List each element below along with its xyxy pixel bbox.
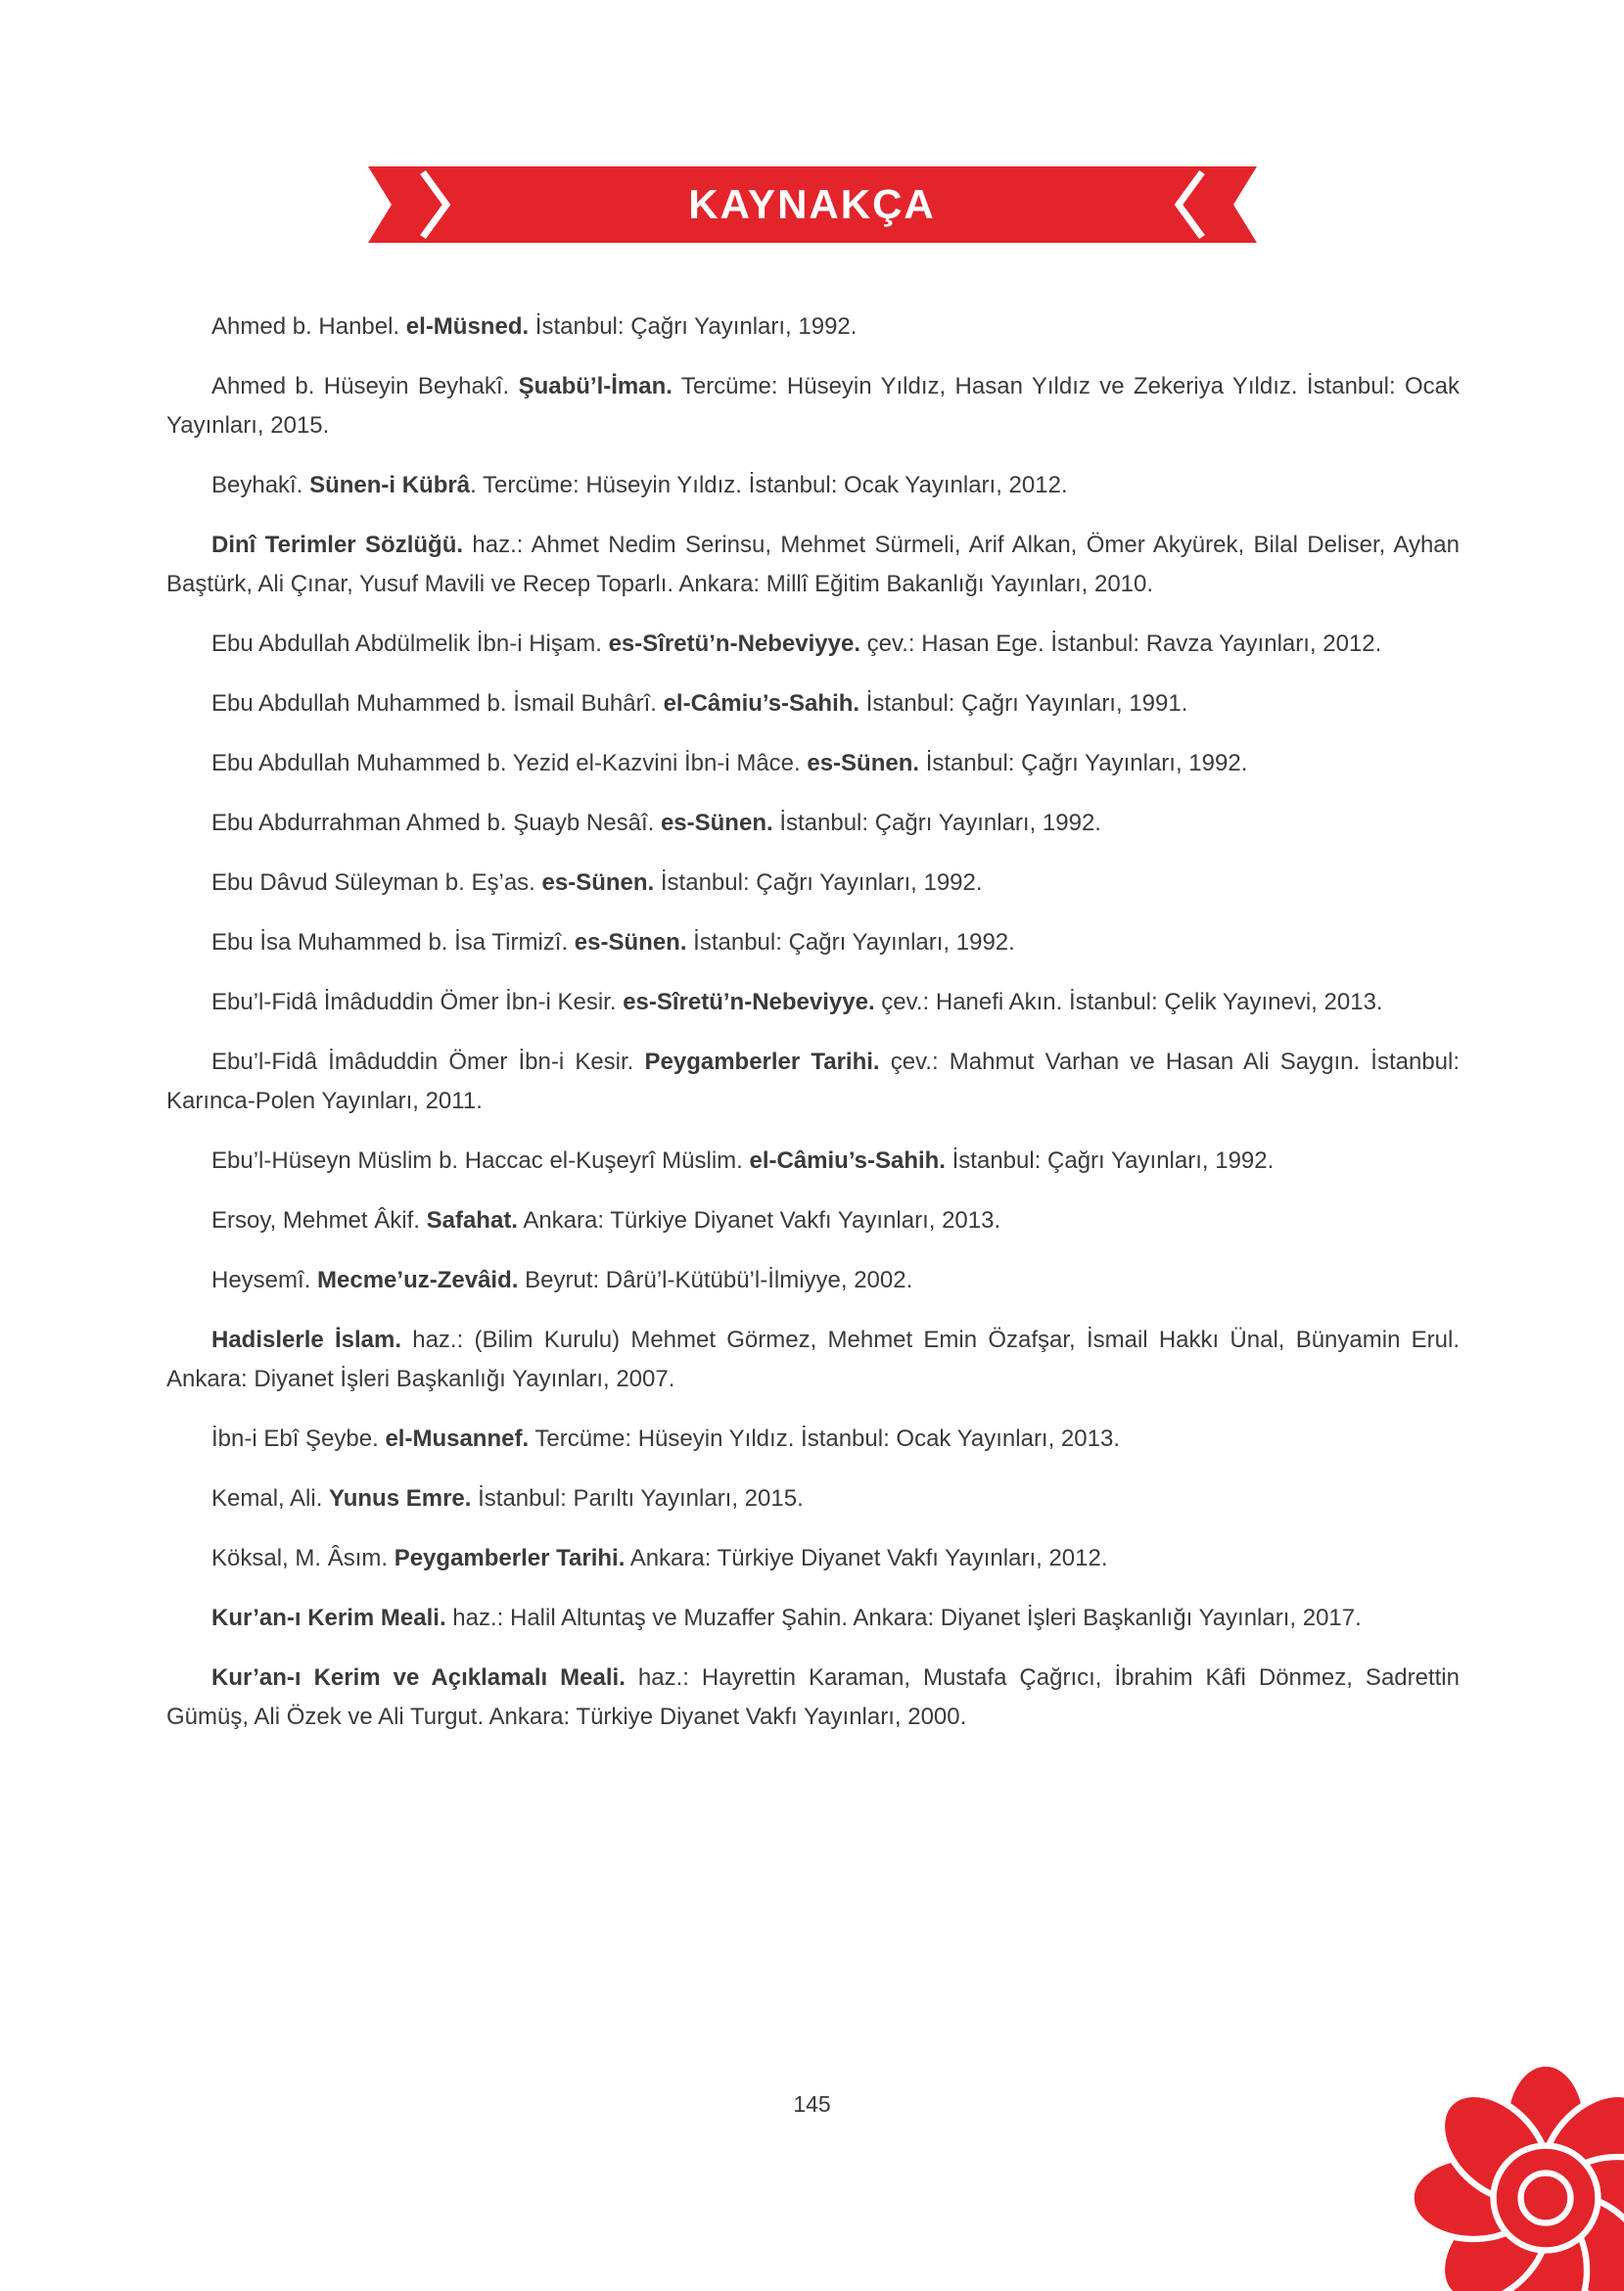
- entry-text: çev.: Mahmut Varhan ve Hasan Ali Saygın. İstanbul: Karınca-Polen Yayınları, 2011.: [166, 1049, 1461, 1114]
- entry-work-title: es-Sünen.: [574, 929, 687, 956]
- entry-text: İstanbul: Çağrı Yayınları, 1992.: [654, 869, 983, 896]
- page-title: KAYNAKÇA: [688, 181, 936, 227]
- entry-text: Ebu Abdullah Muhammed b. Yezid el-Kazvini İbn-i Mâce.: [211, 750, 808, 776]
- bibliography-entry: [166, 526, 1460, 604]
- entry-work-title: es-Sünen.: [660, 810, 773, 836]
- entry-work-title: Peygamberler Tarihi.: [644, 1049, 880, 1075]
- entry-work-title: Kur’an-ı Kerim ve Açıklamalı Meali.: [211, 1664, 626, 1691]
- entry-text: Heysemî.: [211, 1267, 318, 1293]
- entry-text: haz.: Hayrettin Karaman, Mustafa Çağrıcı, İbrahim Kâfi Dönmez, Sadrettin Gümüş, Ali Özek ve Ali Turgut. Ankara: Türkiye Diyanet Vakfı Yayınları, 2000.: [166, 1664, 1460, 1730]
- entry-text: Beyrut: Dârü’l-Kütübü’l-İlmiyye, 2002.: [518, 1267, 913, 1293]
- entry-work-title: Yunus Emre.: [329, 1485, 472, 1512]
- entry-text: Ahmed b. Hüseyin Beyhakî.: [211, 373, 519, 399]
- entry-work-title: es-Sîretü’n-Nebeviyye.: [623, 989, 875, 1015]
- entry-text: İstanbul: Çağrı Yayınları, 1991.: [859, 690, 1188, 717]
- bibliography-entry: [166, 983, 1460, 1022]
- entry-text: çev.: Hanefi Akın. İstanbul: Çelik Yayınevi, 2013.: [874, 989, 1383, 1015]
- entry-text: İbn-i Ebî Şeybe.: [211, 1426, 386, 1452]
- entry-work-title: es-Sîretü’n-Nebeviyye.: [608, 631, 860, 657]
- bibliography-entry: [166, 1420, 1460, 1459]
- entry-text: Ankara: Türkiye Diyanet Vakfı Yayınları, 2013.: [517, 1207, 1001, 1234]
- bibliography-entry: [166, 1043, 1460, 1121]
- bibliography-entry: [166, 804, 1460, 843]
- entry-text: Ebu’l-Hüseyn Müslim b. Haccac el-Kuşeyrî Müslim.: [211, 1147, 750, 1174]
- entry-text: Ebu Abdurrahman Ahmed b. Şuayb Nesâî.: [211, 810, 661, 836]
- entry-work-title: Sünen-i Kübrâ: [309, 472, 471, 498]
- entry-text: İstanbul: Parıltı Yayınları, 2015.: [471, 1485, 804, 1512]
- entry-text: Beyhakî.: [211, 472, 310, 498]
- bibliography-entry: [166, 744, 1460, 783]
- entry-work-title: el-Câmiu’s-Sahih.: [663, 690, 860, 717]
- entry-text: çev.: Hasan Ege. İstanbul: Ravza Yayınları, 2012.: [860, 631, 1382, 657]
- bibliography-entry: [166, 684, 1460, 724]
- entry-text: Ebu’l-Fidâ İmâduddin Ömer İbn-i Kesir.: [211, 989, 624, 1015]
- entry-work-title: el-Câmiu’s-Sahih.: [749, 1147, 946, 1174]
- entry-text: Ebu’l-Fidâ İmâduddin Ömer İbn-i Kesir.: [211, 1049, 645, 1075]
- bibliography-entry: [166, 1539, 1460, 1578]
- entry-text: Köksal, M. Âsım.: [211, 1545, 394, 1571]
- publisher-flower-logo-icon: [1409, 2061, 1624, 2291]
- bibliography-entry: [166, 923, 1460, 962]
- entry-work-title: Mecme’uz-Zevâid.: [317, 1267, 519, 1293]
- entry-text: İstanbul: Çağrı Yayınları, 1992.: [919, 750, 1248, 776]
- entry-work-title: Kur’an-ı Kerim Meali.: [211, 1605, 446, 1631]
- entry-text: İstanbul: Çağrı Yayınları, 1992.: [772, 810, 1101, 836]
- entry-work-title: Peygamberler Tarihi.: [394, 1545, 626, 1571]
- entry-work-title: es-Sünen.: [807, 750, 920, 776]
- entry-text: İstanbul: Çağrı Yayınları, 1992.: [686, 929, 1015, 956]
- entry-text: İstanbul: Çağrı Yayınları, 1992.: [529, 313, 858, 340]
- bibliography-entry: [166, 1479, 1460, 1519]
- entry-text: Ersoy, Mehmet Âkif.: [211, 1207, 427, 1234]
- entry-text: Tercüme: Hüseyin Yıldız. İstanbul: Ocak Yayınları, 2013.: [529, 1426, 1120, 1452]
- entry-text: Tercüme: Hüseyin Yıldız, Hasan Yıldız ve Zekeriya Yıldız. İstanbul: Ocak Yayınları, 2015.: [166, 373, 1460, 439]
- entry-work-title: Şuabü’l-İman.: [518, 373, 673, 399]
- entry-text: Ankara: Türkiye Diyanet Vakfı Yayınları, 2012.: [625, 1545, 1108, 1571]
- entry-work-title: Dinî Terimler Sözlüğü.: [211, 532, 464, 558]
- bibliography-entry: [166, 864, 1460, 903]
- entry-work-title: es-Sünen.: [541, 869, 655, 896]
- bibliography-entry: [166, 307, 1460, 347]
- bibliography-entry: [166, 1599, 1460, 1638]
- entry-text: Kemal, Ali.: [211, 1485, 330, 1512]
- entry-work-title: el-Musannef.: [385, 1426, 530, 1452]
- entry-text: haz.: (Bilim Kurulu) Mehmet Görmez, Mehmet Emin Özafşar, İsmail Hakkı Ünal, Bünyamin Erul. Ankara: Diyanet İşleri Başkanlığı Yayınları, 2007.: [166, 1327, 1460, 1392]
- bibliography-entry: [166, 1659, 1460, 1737]
- entry-text: haz.: Ahmet Nedim Serinsu, Mehmet Sürmeli, Arif Alkan, Ömer Akyürek, Bilal Deliser, Ayhan Baştürk, Ali Çınar, Yusuf Mavili ve Recep Toparlı. Ankara: Millî Eğitim Bakanlığı Yayınları, 2010.: [166, 532, 1460, 597]
- bibliography-entry: [166, 1142, 1460, 1181]
- entry-text: . Tercüme: Hüseyin Yıldız. İstanbul: Ocak Yayınları, 2012.: [470, 472, 1068, 498]
- bibliography-entry: [166, 1261, 1460, 1300]
- entry-work-title: Safahat.: [426, 1207, 518, 1234]
- entry-text: Ahmed b. Hanbel.: [211, 313, 406, 340]
- bibliography-entry: [166, 625, 1460, 664]
- bibliography-entry: [166, 1321, 1460, 1399]
- entry-text: Ebu Dâvud Süleyman b. Eş’as.: [211, 869, 542, 896]
- entry-work-title: el-Müsned.: [405, 313, 530, 340]
- bibliography-entry: [166, 367, 1460, 445]
- bibliography-entry: [166, 1201, 1460, 1240]
- entry-work-title: Hadislerle İslam.: [211, 1327, 401, 1353]
- entry-text: Ebu İsa Muhammed b. İsa Tirmizî.: [211, 929, 575, 956]
- bibliography-list: [166, 307, 1460, 1737]
- title-banner: [368, 166, 1257, 243]
- bibliography-entry: [166, 466, 1460, 505]
- entry-text: Ebu Abdullah Muhammed b. İsmail Buhârî.: [211, 690, 664, 717]
- entry-text: Ebu Abdullah Abdülmelik İbn-i Hişam.: [211, 631, 609, 657]
- entry-text: İstanbul: Çağrı Yayınları, 1992.: [945, 1147, 1275, 1174]
- page-number: 145: [793, 2091, 831, 2117]
- entry-text: haz.: Halil Altuntaş ve Muzaffer Şahin. Ankara: Diyanet İşleri Başkanlığı Yayınları, 2017.: [445, 1605, 1362, 1631]
